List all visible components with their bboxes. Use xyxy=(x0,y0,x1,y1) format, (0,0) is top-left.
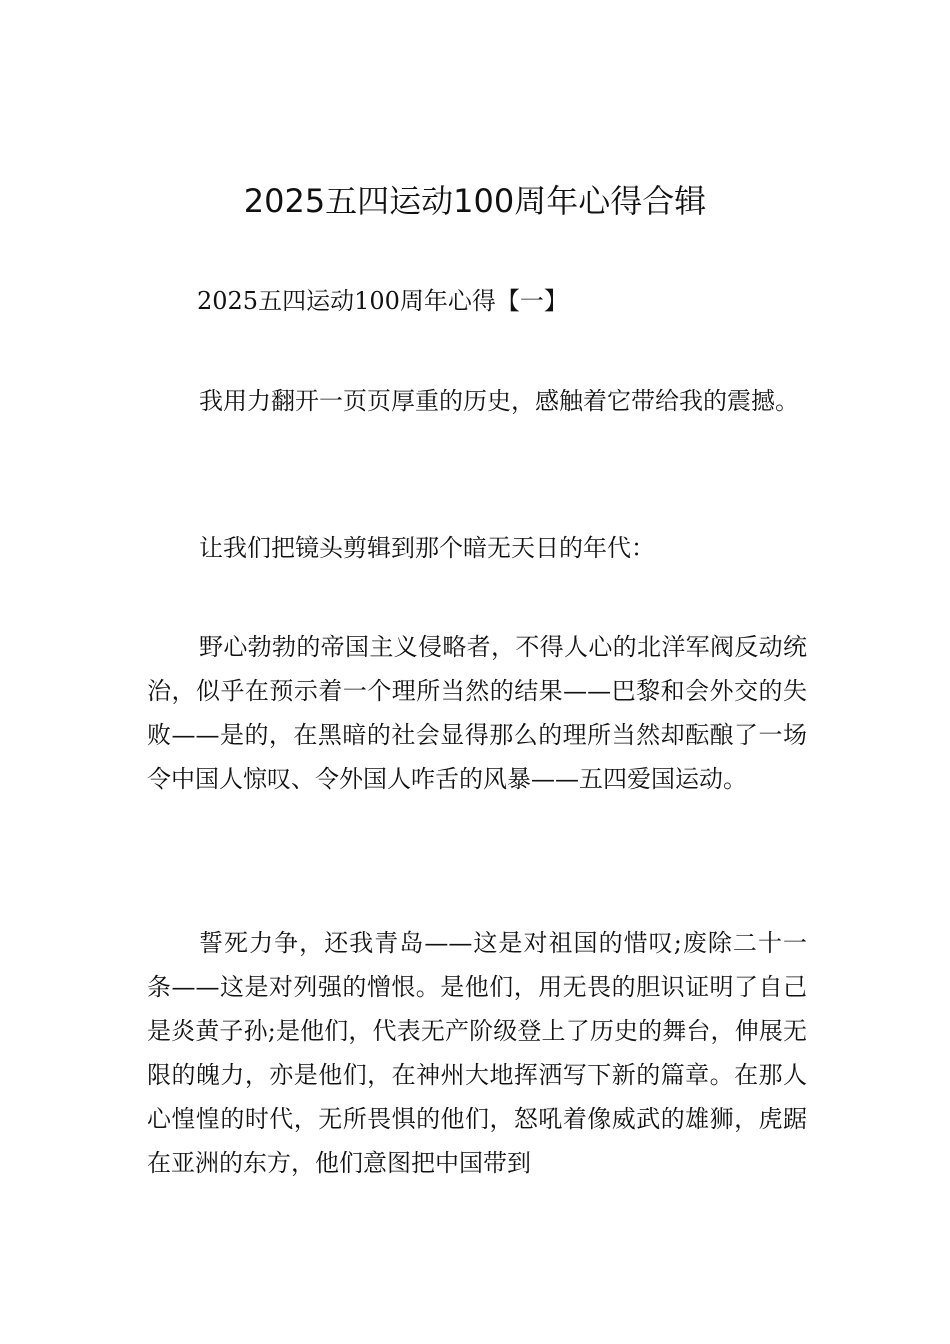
document-title: 2025五四运动100周年心得合辑 xyxy=(243,182,707,220)
paragraph: 我用力翻开一页页厚重的历史，感触着它带给我的震撼。 xyxy=(199,387,799,415)
paragraph: 让我们把镜头剪辑到那个暗无天日的年代： xyxy=(199,534,655,562)
paragraph: 誓死力争，还我青岛——这是对祖国的惜叹;废除二十一条——这是对列强的憎恨。是他们，用无畏的胆识证明了自己是炎黄子孙;是他们，代表无产阶级登上了历史的舞台，伸展无限的魄力，亦是他们，在神州大地挥洒写下新的篇章。在那人心惶惶的时代，无所畏惧的他们，怒吼着像威武的雄狮，虎踞在亚洲的东方，他们意图把中国带到 xyxy=(147,929,807,1177)
section-heading: 2025五四运动100周年心得【一】 xyxy=(197,287,568,315)
paragraph: 野心勃勃的帝国主义侵略者，不得人心的北洋军阀反动统治，似乎在预示着一个理所当然的结果——巴黎和会外交的失败——是的，在黑暗的社会显得那么的理所当然却酝酿了一场令中国人惊叹、令外国人咋舌的风暴——五四爱国运动。 xyxy=(147,633,807,793)
